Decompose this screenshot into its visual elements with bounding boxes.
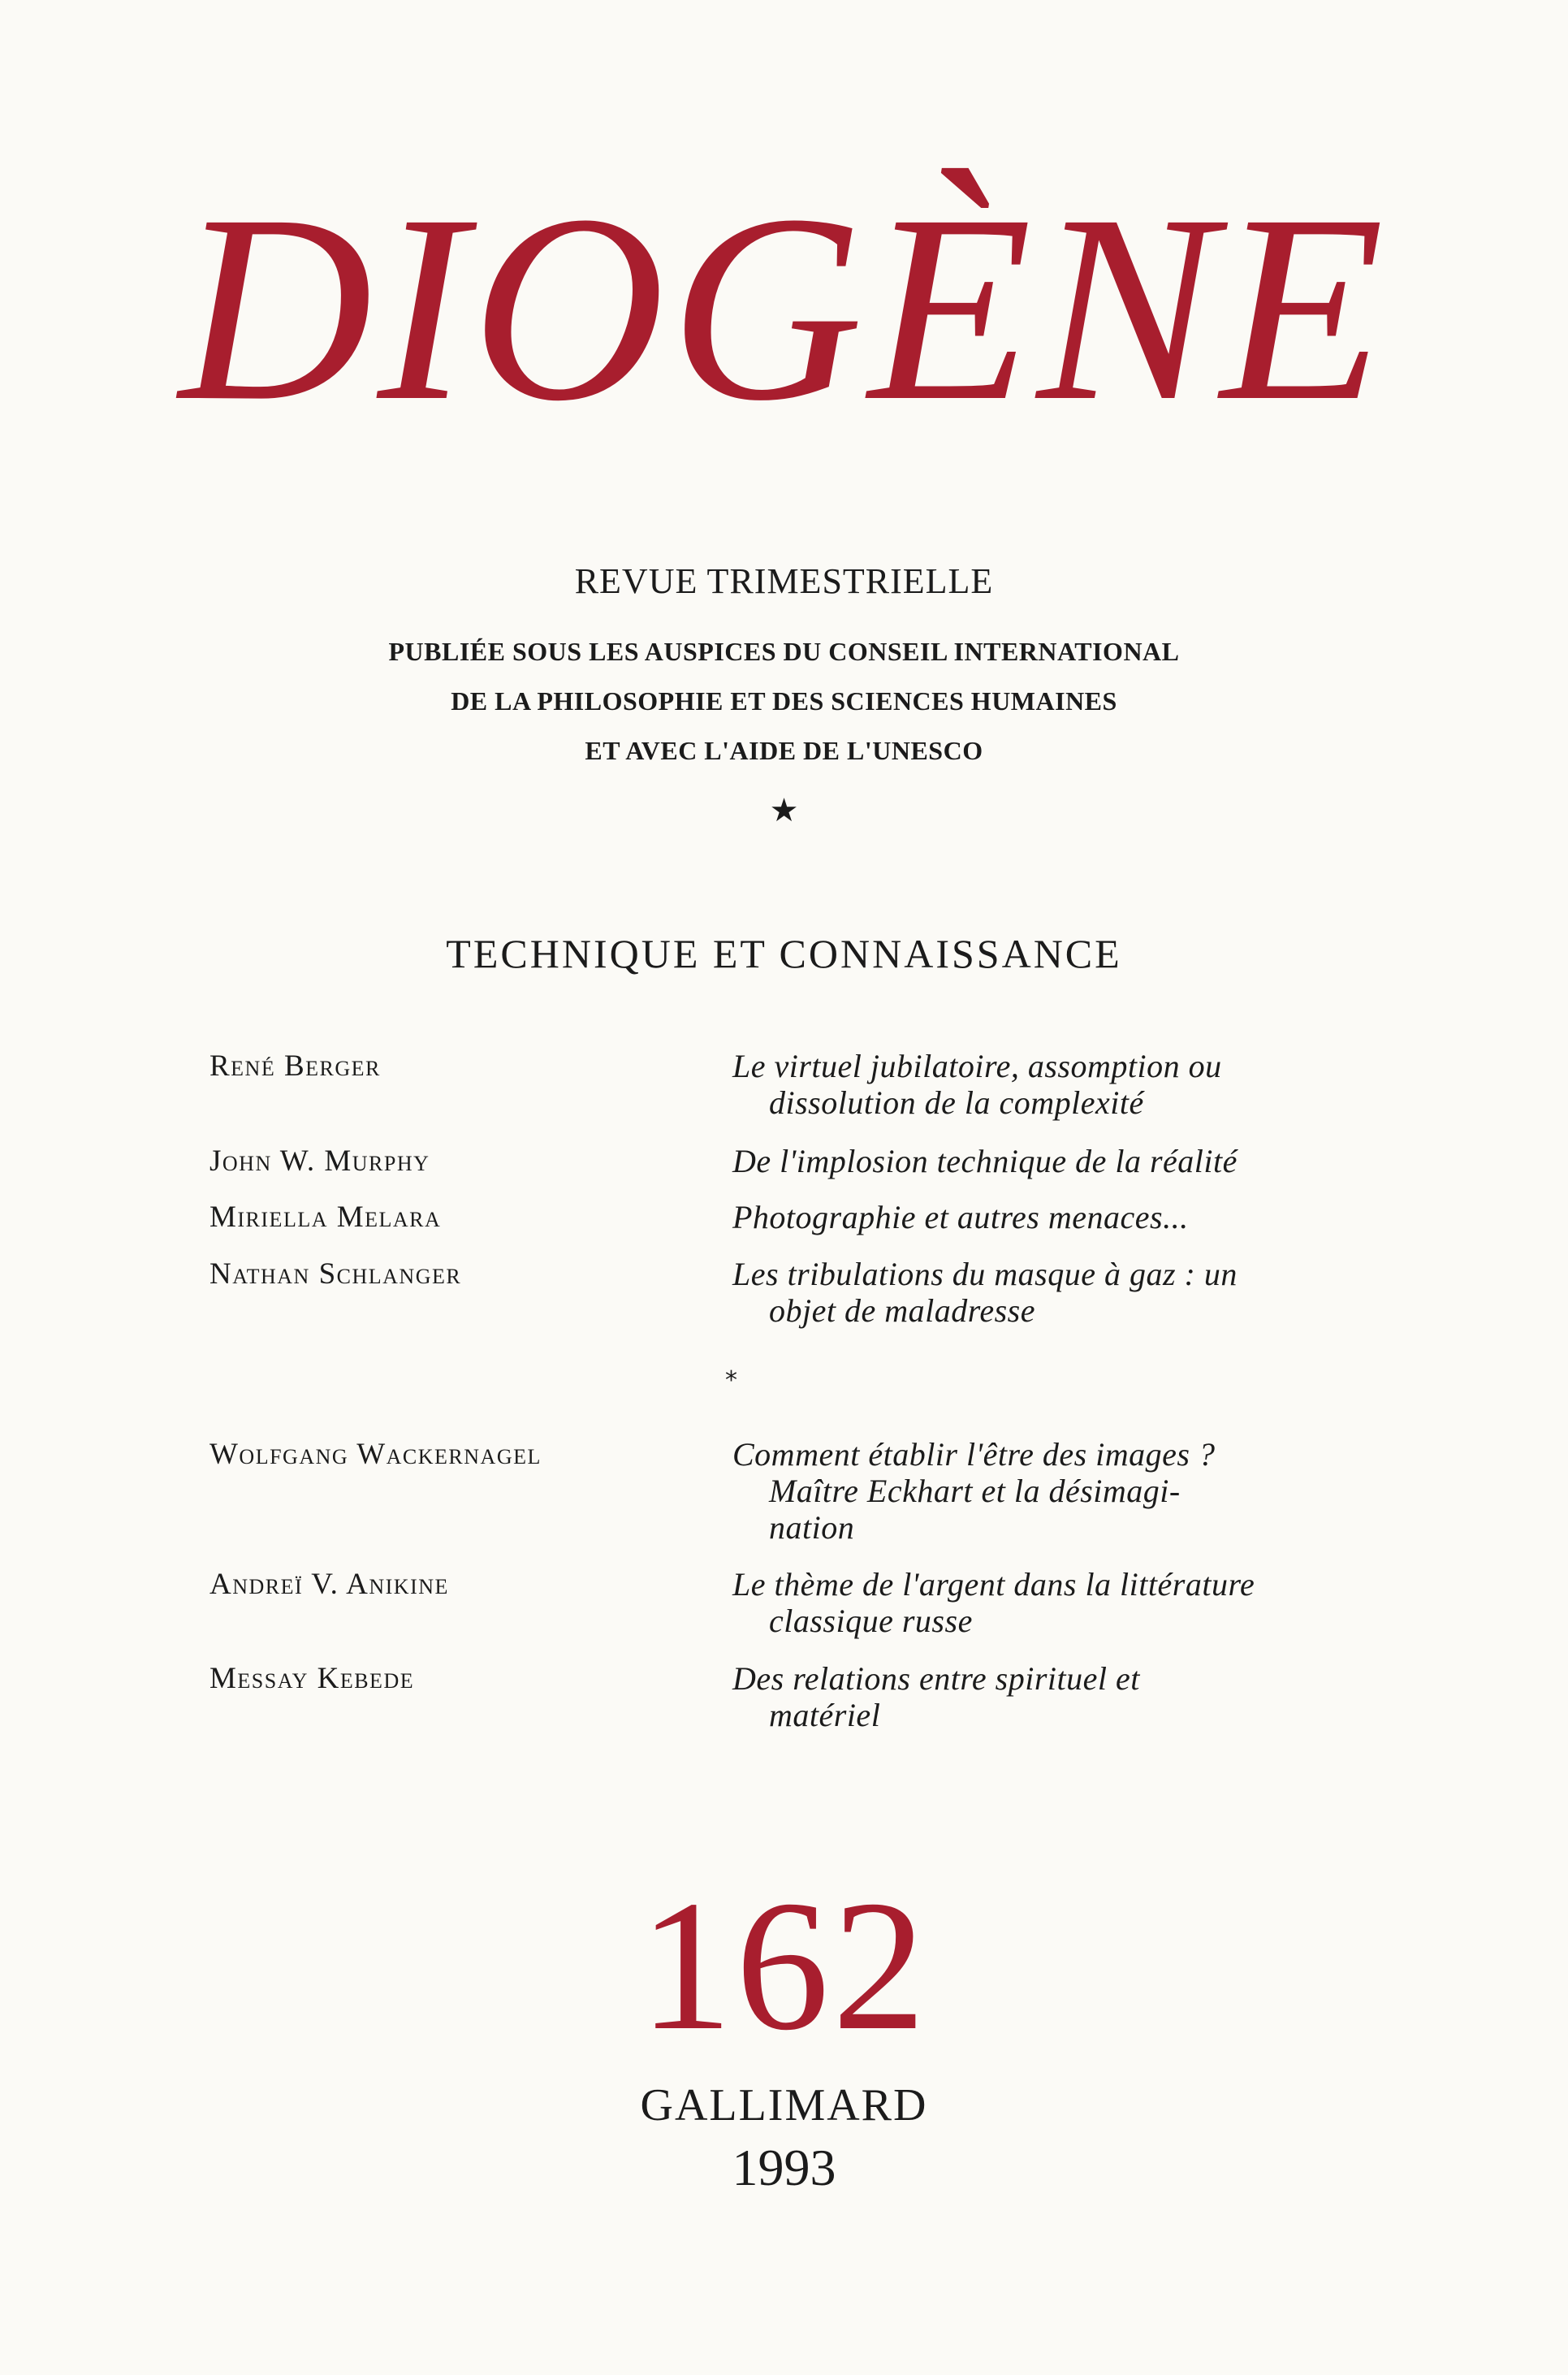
entry-title-line: Des relations entre spirituel et [732,1660,1140,1697]
entry-title-line: dissolution de la complexité [769,1084,1144,1121]
entry-title [732,1048,1341,1121]
entry-title [732,1143,1341,1179]
entry-title [732,1436,1341,1546]
entry-author: Messay Kebede [209,1662,415,1695]
group-separator: * [725,1366,737,1395]
entry-title-line: Les tribulations du masque à gaz : un [732,1256,1238,1292]
journal-subtitle: REVUE TRIMESTRIELLE [574,561,994,601]
entry-author: Andreï V. Anikine [209,1568,449,1601]
auspices-line-2: DE LA PHILOSOPHIE ET DES SCIENCES HUMAINES [451,686,1117,716]
auspices-line-1: PUBLIÉE SOUS LES AUSPICES DU CONSEIL INTERNATIONAL [388,637,1180,666]
auspices-line-3: ET AVEC L'AIDE DE L'UNESCO [585,736,983,765]
entry-title-line: Comment établir l'être des images ? [732,1436,1216,1473]
publication-year: 1993 [732,2139,836,2196]
issue-theme: TECHNIQUE ET CONNAISSANCE [446,931,1122,976]
entry-title-line: classique russe [769,1603,973,1639]
entry-title-line: objet de maladresse [769,1292,1035,1329]
entry-title [732,1256,1341,1329]
journal-title: DIOGÈNE [179,160,1389,456]
entry-title-line: Maître Eckhart et la désimagi- [769,1473,1181,1509]
entry-title-line: Le virtuel jubilatoire, assomption ou [732,1048,1222,1084]
entry-author: Wolfgang Wackernagel [209,1438,542,1471]
entry-title-line: De l'implosion technique de la réalité [732,1143,1238,1179]
entry-title-line: matériel [769,1697,881,1733]
issue-number: 162 [639,1862,929,2069]
entry-title [732,1660,1341,1733]
entry-title [732,1566,1341,1639]
publisher-name: GALLIMARD [640,2080,928,2131]
entry-author: John W. Murphy [209,1144,430,1178]
entry-author: Nathan Schlanger [209,1257,462,1291]
entry-title-line: nation [769,1509,855,1546]
star-ornament: ★ [769,792,799,829]
entry-author: René Berger [209,1049,381,1083]
entry-title-line: Photographie et autres menaces... [732,1199,1189,1235]
entry-title-line: Le thème de l'argent dans la littérature [732,1566,1255,1603]
entry-title [732,1199,1341,1235]
entry-author: Miriella Melara [209,1200,442,1234]
